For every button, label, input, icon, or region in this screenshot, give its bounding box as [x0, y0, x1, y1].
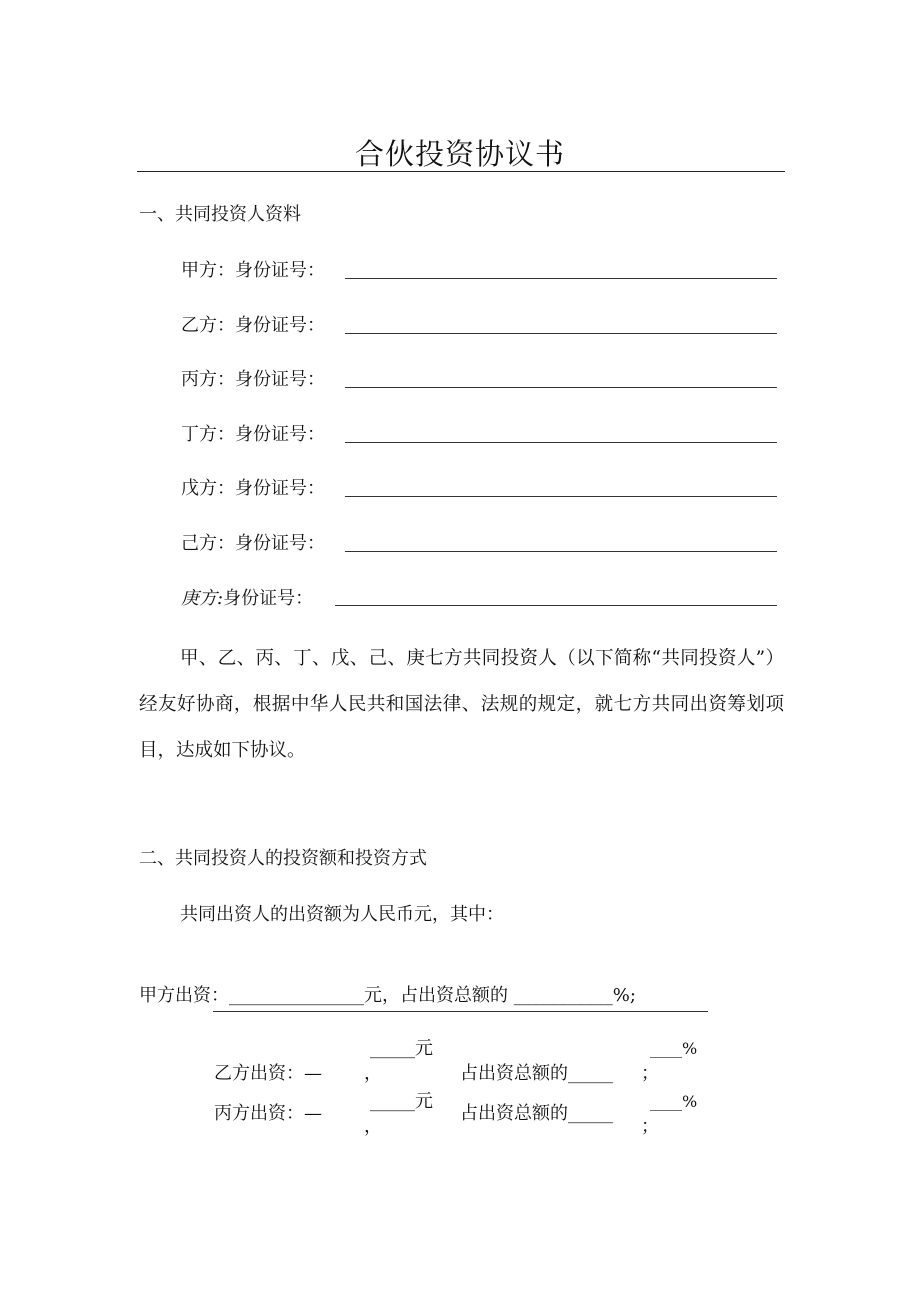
bing-semicolon: ；: [641, 1116, 659, 1137]
party-ding-id-blank: [345, 442, 777, 443]
bing-contribution-label: 丙方出资：—: [214, 1103, 322, 1124]
party-wu-label: 戊方：身份证号：: [181, 478, 325, 499]
bing-comma: ，: [364, 1116, 382, 1137]
party-ji-label: 己方：身份证号：: [181, 533, 325, 554]
party-jia-id-blank: [345, 278, 777, 279]
section2-heading: 二、共同投资人的投资额和投资方式: [139, 848, 427, 869]
bing-yuan-blank: _____元: [370, 1091, 433, 1112]
bing-percent: ____%: [650, 1092, 698, 1111]
bing-share-label: 占出资总额的_____: [460, 1103, 613, 1124]
yi-share-label: 占出资总额的_____: [460, 1063, 613, 1084]
yi-comma: ，: [364, 1063, 382, 1084]
yi-yuan-blank: _____元: [370, 1038, 433, 1059]
party-yi-label: 乙方：身份证号：: [181, 315, 325, 336]
party-geng-rest: 身份证号：: [223, 588, 314, 609]
party-geng-id-blank: [335, 605, 777, 606]
document-title: 合伙投资协议书: [354, 137, 565, 171]
jia-contribution-rule: [213, 1011, 708, 1012]
party-jia-label: 甲方：身份证号：: [181, 260, 325, 281]
jia-contribution-line: 甲方出资：_______________元，占出资总额的 ___________%;: [139, 985, 636, 1006]
party-bing-label: 丙方：身份证号：: [181, 369, 325, 390]
party-wu-id-blank: [345, 496, 777, 497]
party-geng-italic: 庚方:: [181, 588, 224, 609]
party-yi-id-blank: [345, 333, 777, 334]
title-underline: [137, 171, 785, 172]
yi-contribution-label: 乙方出资：—: [214, 1063, 322, 1084]
section1-heading: 一、共同投资人资料: [139, 204, 301, 225]
party-ding-label: 丁方：身份证号：: [181, 424, 325, 445]
party-bing-id-blank: [345, 387, 777, 388]
party-geng-label: [181, 586, 313, 612]
party-ji-id-blank: [345, 551, 777, 552]
section1-paragraph: 甲、乙、丙、丁、戊、己、庚七方共同投资人（以下简称“共同投资人”）经友好协商，根据中华人民共和国法律、法规的规定，就七方共同出资筹划项目，达成如下协议。: [139, 648, 784, 761]
yi-percent: ____%: [650, 1039, 698, 1058]
yi-semicolon: ；: [641, 1063, 659, 1084]
section2-intro: 共同出资人的出资额为人民币元，其中：: [180, 904, 504, 925]
